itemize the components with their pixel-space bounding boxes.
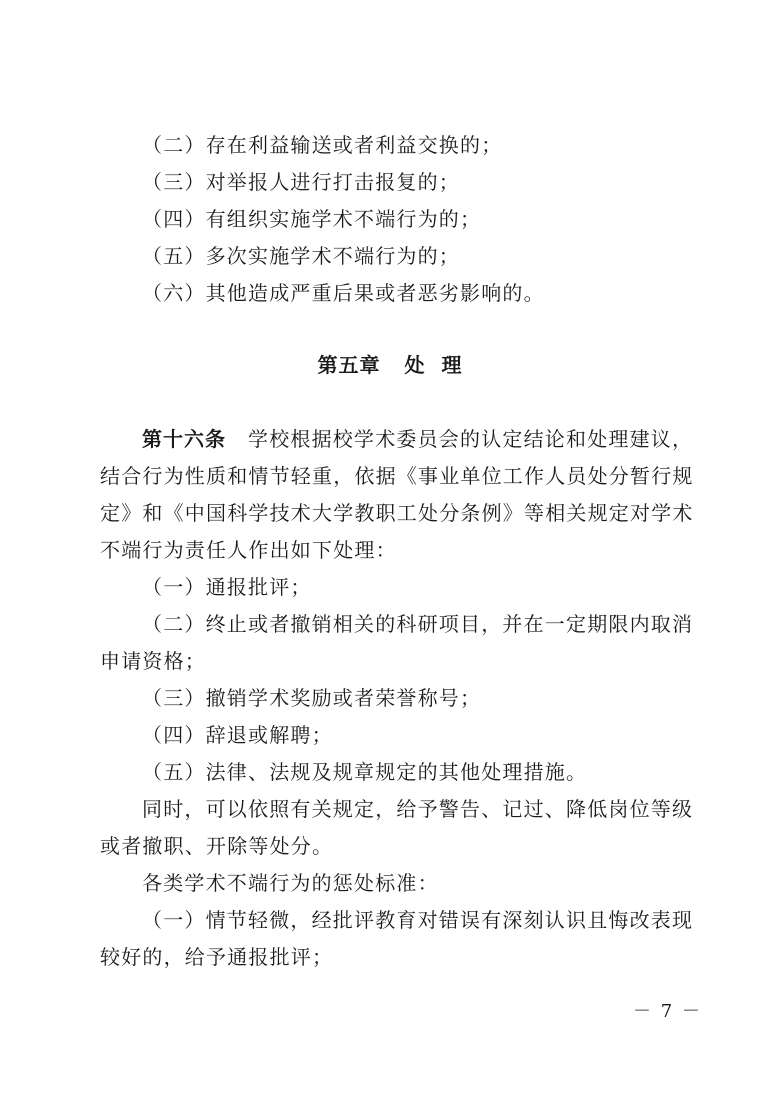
list-item: （二）终止或者撤销相关的科研项目，并在一定期限内取消: [142, 612, 694, 636]
page-number: － 7 －: [633, 1001, 702, 1022]
list-item-continuation: 较好的，给予通报批评；: [100, 945, 334, 969]
list-item: （三）对举报人进行打击报复的；: [142, 170, 460, 194]
list-item: （四）辞退或解聘；: [142, 723, 333, 747]
chapter-heading: [0, 351, 780, 379]
article-text: 学校根据校学术委员会的认定结论和处理建议，: [248, 427, 694, 451]
article-heading: 第十六条: [142, 427, 226, 451]
chapter-title-part: 处: [404, 353, 426, 377]
chapter-number: 第五章: [317, 353, 381, 377]
paragraph-line: 各类学术不端行为的惩处标准：: [142, 871, 439, 895]
list-item: （四）有组织实施学术不端行为的；: [142, 207, 482, 231]
list-item: （二）存在利益输送或者利益交换的；: [142, 133, 503, 157]
list-item: （一）情节轻微，经批评教育对错误有深刻认识且悔改表现: [142, 908, 694, 932]
article-paragraph-line: 不端行为责任人作出如下处理：: [100, 538, 397, 562]
list-item: （五）多次实施学术不端行为的；: [142, 244, 460, 268]
list-item: （一）通报批评；: [142, 575, 312, 599]
list-item: （三）撤销学术奖励或者荣誉称号；: [142, 686, 482, 710]
list-item: （五）法律、法规及规章规定的其他处理措施。: [142, 760, 588, 784]
list-item: （六）其他造成严重后果或者恶劣影响的。: [142, 281, 545, 305]
paragraph-line: 或者撤职、开除等处分。: [100, 834, 334, 858]
chapter-title-part: 理: [441, 353, 463, 377]
article-paragraph-line: 定》和《中国科学技术大学教职工处分条例》等相关规定对学术: [100, 501, 694, 525]
article-paragraph-line: 结合行为性质和情节轻重，依据《事业单位工作人员处分暂行规: [100, 464, 694, 488]
article-paragraph-line: [142, 425, 693, 453]
paragraph-line: 同时，可以依照有关规定，给予警告、记过、降低岗位等级: [142, 797, 694, 821]
list-item-continuation: 申请资格；: [100, 649, 206, 673]
